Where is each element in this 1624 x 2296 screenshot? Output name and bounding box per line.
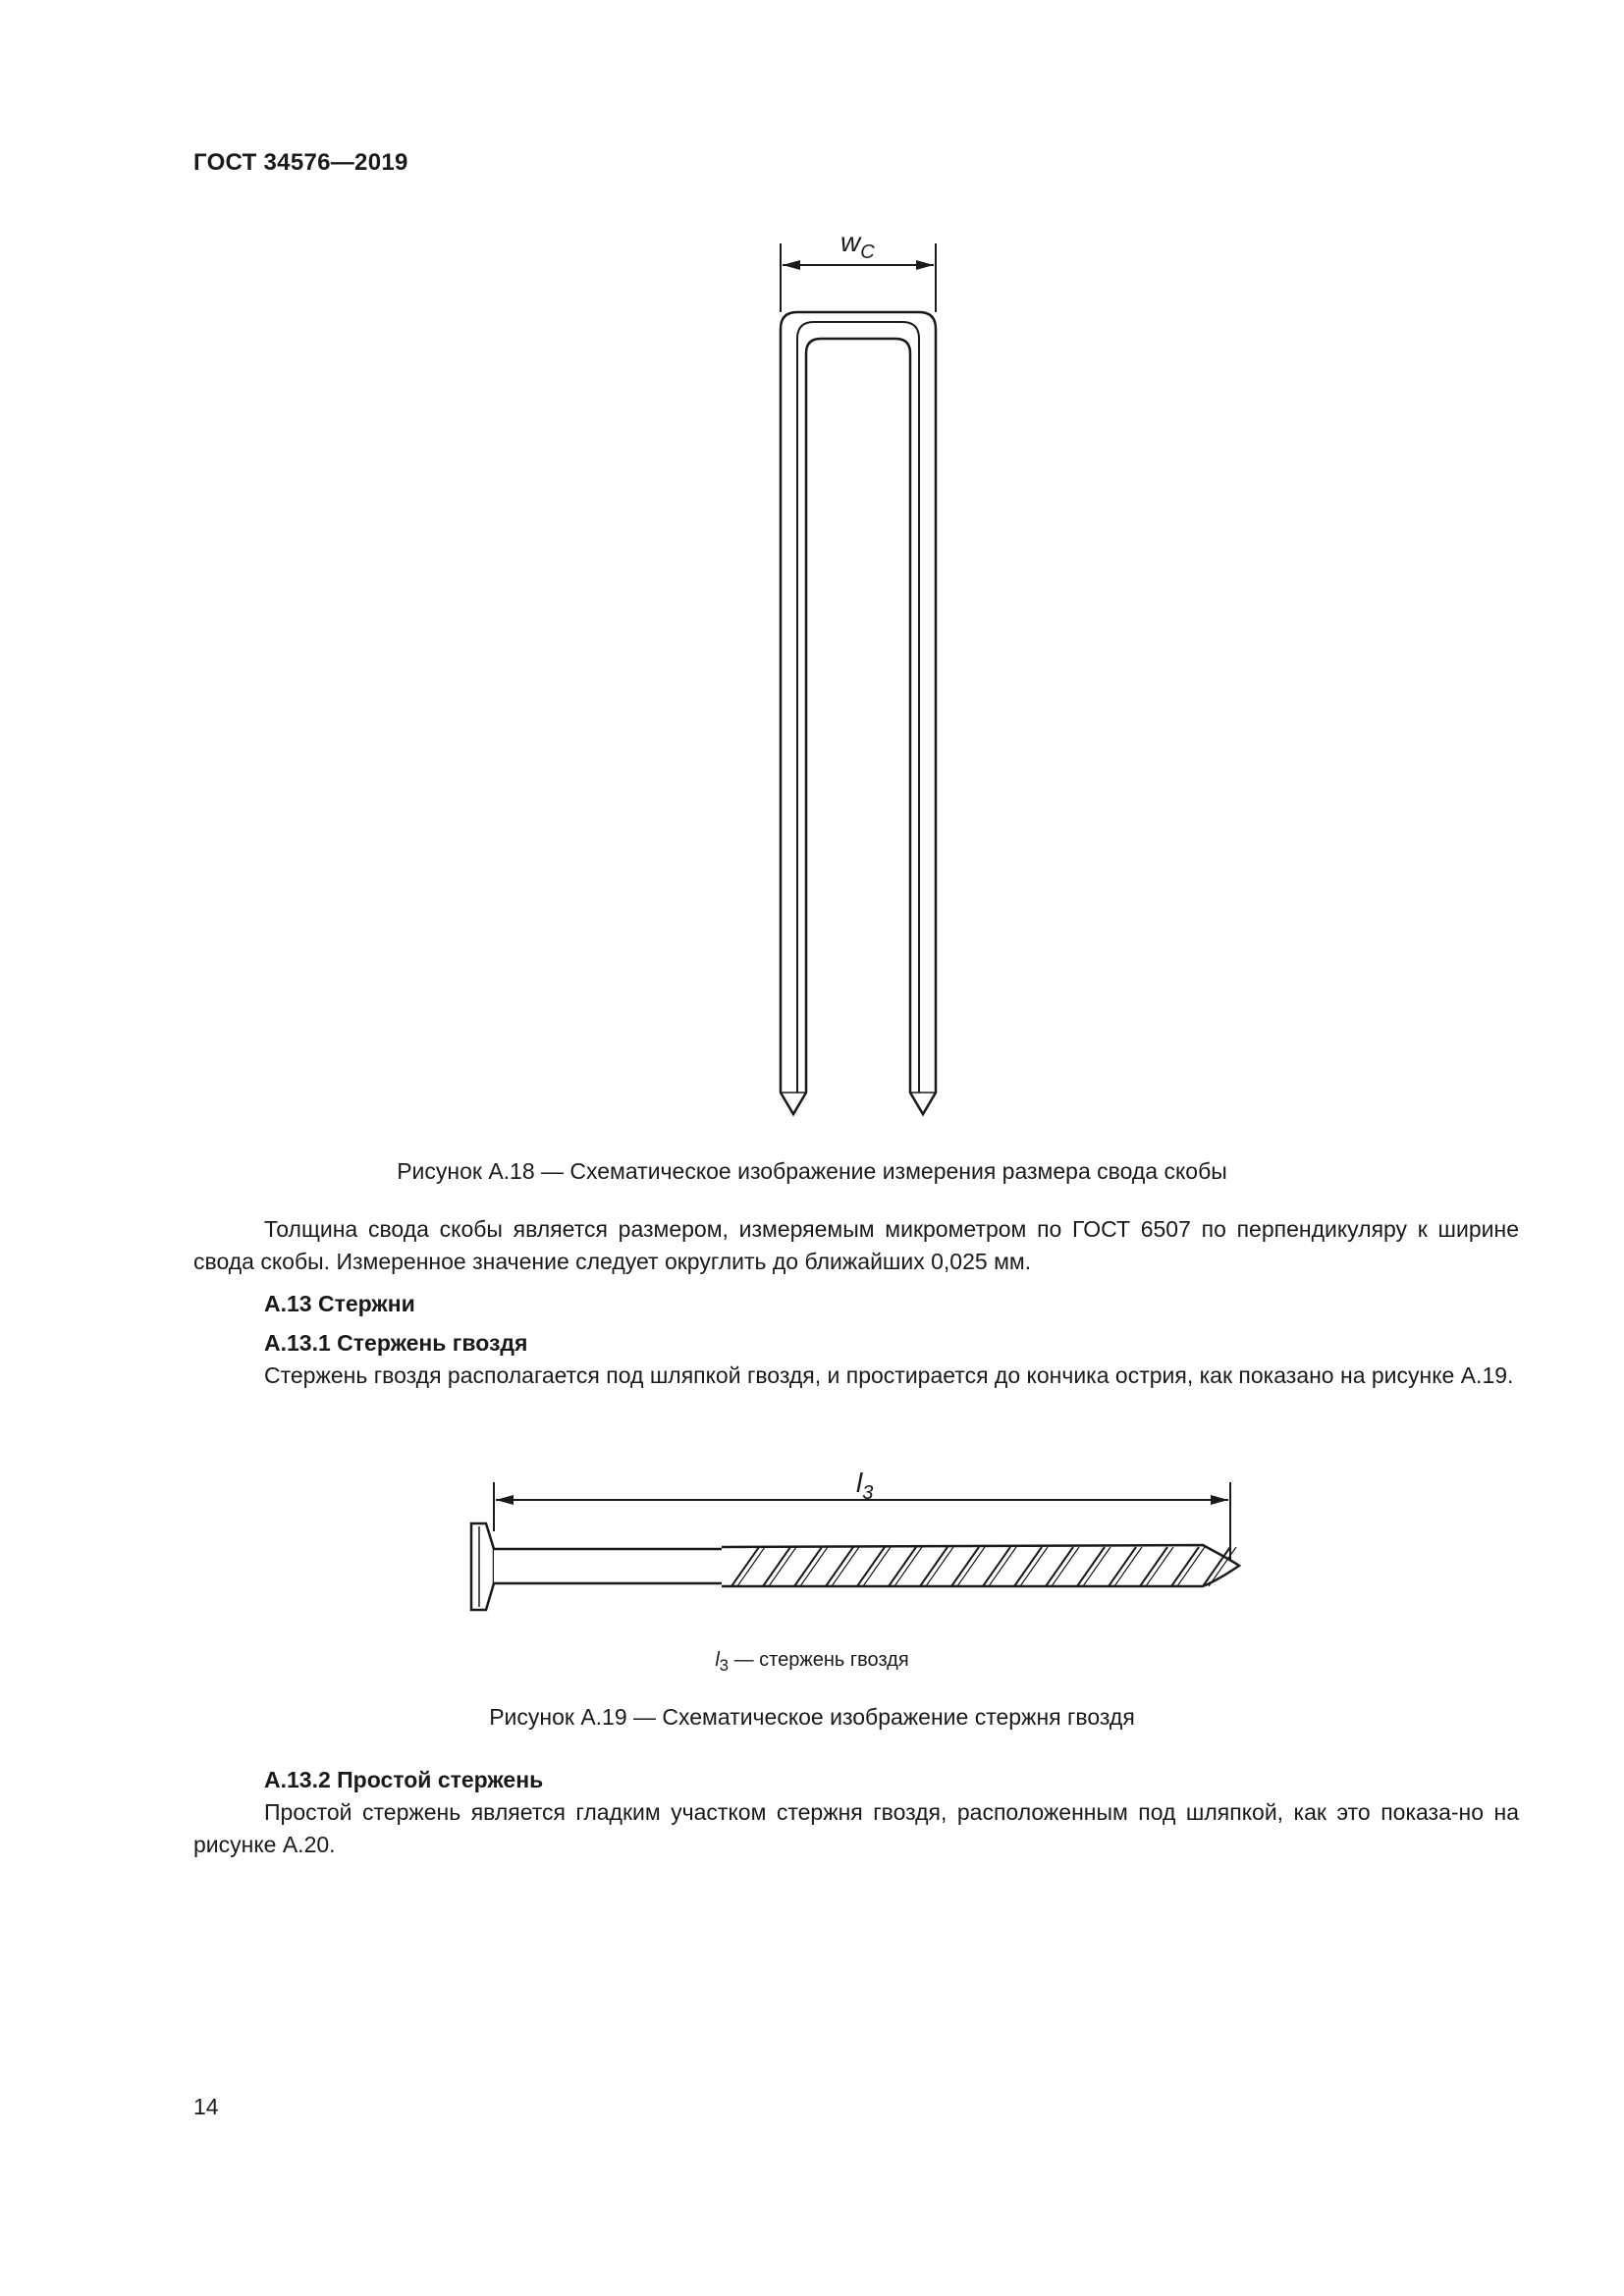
thread-line-shadow <box>863 1547 891 1586</box>
thread-line <box>857 1547 885 1586</box>
thread-line-shadow <box>1209 1547 1236 1586</box>
thread-line-shadow <box>926 1547 953 1586</box>
dim-label-l3: $l_3$ <box>856 1468 874 1504</box>
thread-line-shadow <box>737 1547 765 1586</box>
thread-line-shadow <box>800 1547 828 1586</box>
thread-line <box>794 1547 822 1586</box>
section-a13-2-text: Простой стержень является гладким участком стержня гвоздя, расположенным под шляпкой, как это показа-но на рисунке А.20. <box>193 1799 1519 1857</box>
paragraph-1: Толщина свода скобы является размером, измеряемым микрометром по ГОСТ 6507 по перпендикуляру к ширине свода скобы. Измеренное значение следует округлить до ближайших 0,025 мм. <box>193 1216 1519 1274</box>
thread-line-shadow <box>989 1547 1016 1586</box>
thread-line <box>826 1547 853 1586</box>
thread-line <box>1077 1547 1105 1586</box>
thread-line <box>1014 1547 1042 1586</box>
thread-line-shadow <box>894 1547 922 1586</box>
thread-line-shadow <box>1052 1547 1079 1586</box>
page-number: 14 <box>193 2094 219 2119</box>
document-header: ГОСТ 34576—2019 <box>193 149 408 176</box>
section-a13-1-title: А.13.1 Стержень гвоздя <box>264 1330 528 1356</box>
thread-line <box>983 1547 1010 1586</box>
thread-line <box>1046 1547 1073 1586</box>
thread-line <box>920 1547 947 1586</box>
thread-line-shadow <box>832 1547 859 1586</box>
thread-line <box>731 1547 759 1586</box>
section-a13-1-text: Стержень гвоздя располагается под шляпкой гвоздя, и простирается до кончика острия, как показано на рисунке А.19. <box>264 1362 1514 1388</box>
thread-line <box>1109 1547 1136 1586</box>
thread-line-shadow <box>769 1547 796 1586</box>
figure-a19-caption: Рисунок А.19 — Схематическое изображение стержня гвоздя <box>489 1704 1135 1730</box>
figure-a19-legend: $l_3$ — стержень гвоздя <box>715 1649 909 1675</box>
thread-line <box>951 1547 979 1586</box>
thread-line-shadow <box>957 1547 985 1586</box>
thread-line <box>1171 1547 1199 1586</box>
dim-label-wc: $w_C$ <box>840 227 875 263</box>
thread-line-shadow <box>1020 1547 1048 1586</box>
figure-a18-caption: Рисунок А.18 — Схематическое изображение измерения размера свода скобы <box>397 1158 1227 1184</box>
thread-line-shadow <box>1114 1547 1142 1586</box>
thread-line <box>1203 1547 1230 1586</box>
section-a13-2-title: А.13.2 Простой стержень <box>264 1767 544 1792</box>
thread-line <box>889 1547 916 1586</box>
thread-line-shadow <box>1083 1547 1110 1586</box>
thread-line <box>1140 1547 1167 1586</box>
thread-line-shadow <box>1177 1547 1205 1586</box>
section-a13-title: А.13 Стержни <box>264 1291 415 1316</box>
thread-line <box>763 1547 790 1586</box>
thread-line-shadow <box>1146 1547 1173 1586</box>
